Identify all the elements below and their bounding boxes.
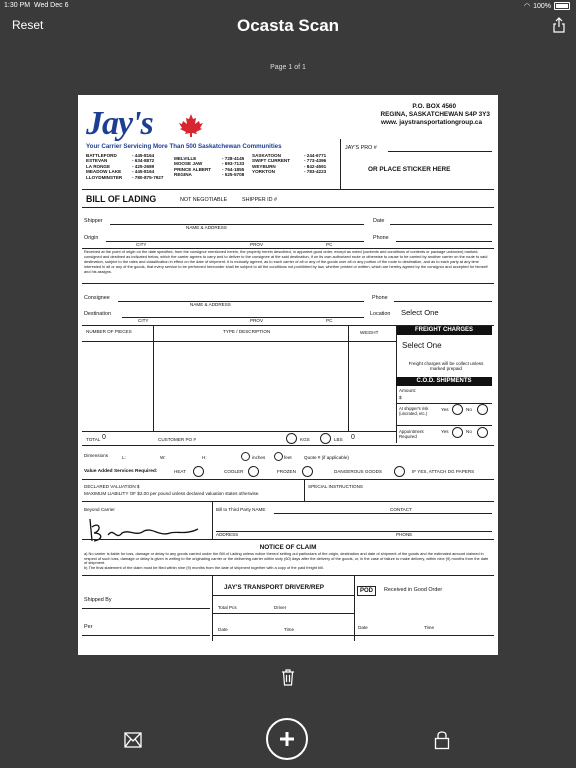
branch-name: MEADOW LAKE — [86, 169, 122, 175]
branch-phone: - 634-8872 — [132, 158, 155, 164]
maple-leaf-icon — [178, 113, 204, 137]
freight-charges-select[interactable]: Select One — [402, 341, 442, 350]
status-bar — [0, 0, 576, 12]
branch-name: PRINCE ALBERT — [174, 166, 212, 172]
branch-phone: - 764-1855 — [222, 166, 245, 172]
app-title: Ocasta Scan — [236, 16, 340, 35]
reset-button[interactable]: Reset — [12, 18, 44, 32]
location-select[interactable]: Select One — [401, 308, 439, 317]
add-scan-button[interactable] — [266, 718, 308, 760]
status-time: 1:30 PM Wed Dec 6 — [4, 2, 69, 9]
heat-checkbox[interactable] — [193, 466, 204, 477]
dangerous-goods-checkbox[interactable] — [394, 466, 405, 477]
bottom-toolbar — [0, 700, 576, 768]
plus-icon — [279, 731, 295, 747]
branch-name: ESTEVAN — [86, 158, 108, 164]
inches-radio[interactable] — [241, 452, 250, 461]
branch-phone: - 445-8164 — [132, 169, 155, 175]
feet-radio[interactable] — [274, 452, 283, 461]
battery-percent: 100% — [533, 2, 551, 10]
lbs-radio[interactable] — [320, 433, 331, 444]
share-icon[interactable] — [552, 17, 566, 33]
battery-icon — [554, 2, 570, 10]
appointment-yes-radio[interactable] — [452, 427, 463, 438]
branch-name: BATTLEFORD — [86, 153, 117, 158]
branch-name: MELVILLE — [174, 156, 197, 161]
branch-phone: - 773-4396 — [304, 158, 327, 164]
branch-name: SASKATOON — [252, 153, 281, 158]
branch-phone: - 693-7133 — [222, 161, 245, 167]
branch-name: LA RONGE — [86, 163, 111, 169]
branch-name: LLOYDMINSTER — [86, 174, 123, 180]
branch-name: WEYBURN — [252, 163, 276, 169]
branch-phone: - 445-8164 — [132, 153, 155, 158]
shipper-risk-yes-radio[interactable] — [452, 404, 463, 415]
branch-phone: - 525-5708 — [222, 172, 245, 178]
wifi-icon: ◠ — [523, 3, 531, 10]
page-indicator: Page 1 of 1 — [270, 64, 306, 71]
branch-phone: - 244-6771 — [304, 153, 327, 158]
branch-phone: - 780-875-7927 — [132, 174, 164, 180]
branch-name: MOOSE JAW — [174, 161, 203, 167]
branch-phone: - 783-4223 — [304, 169, 327, 175]
kgs-radio[interactable] — [286, 433, 297, 444]
logo: Jay's — [86, 105, 206, 139]
cooler-checkbox[interactable] — [248, 466, 259, 477]
branch-phone: - 728-4145 — [222, 156, 245, 161]
trash-icon[interactable] — [280, 668, 296, 686]
frozen-checkbox[interactable] — [302, 466, 313, 477]
branch-name: REGINA — [174, 172, 192, 178]
branch-name: SWIFT CURRENT — [252, 158, 291, 164]
branch-phone: - 842-4591 — [304, 163, 327, 169]
mail-icon[interactable] — [124, 732, 142, 748]
scanned-document: Jay's P.O. BOX 4560 REGINA, SASKATCHEWAN S4P 3Y3 www. jaystransportationgroup.ca Your Carrier Servicing More Than 500 Saskatchewan Communities JAY'S PRO # OR PLACE STICKER HERE BATTLEFORD ESTEVAN LA RONGE MEADOW LAKE LLOYDMINSTER - 445-8164 - 634-8872 - 425-2689 - 445-8164 - 780-875-7927 MELVILLE MOOSE JAW PRINCE ALBERT REGINA - 728-4145 - 693-7133 - 764-1855 - 525-5708 SASKATOON SWIFT CURRENT WEYBURN YORKTON - 244-6771 - 773-4396 - 842-4591 - 783-4223 BILL OF LADING NOT NEGOTIABLE SHIPPER ID # Shipper Date NAME & ADDRESS Origin Phone CITY PROV PC Received at the point of origin on the date specified, from the consignor mentioned herein, the property herein described, in apparent good order, except as noted (contents and conditions of contents or package unknown) marked, consigned and destined as indicated below, which the carrier agrees to carry and to deliver to the consignee at the said destination, if on its own authorized route or otherwise to cause to be carried by another carrier on the route to said destination, subject to the rates and classification in effect on the date of shipment. It is mutually agreed, as to each carrier of all or any of the goods over all or any portion of the route to destination, and as to each party at any time interested in all or any of the goods, that every service to be performed hereunder shall be subject to all the conditions not prohibited by law, whether printed or written, which are hereby agreed by the consignor and accepted for himself and his assigns. Consignee Phone NAME & ADDRESS Destination Location Select One CITY PROV PC NUMBER OF PIECES TYPE / DESCRIPTION WEIGHT FREIGHT CHARGES Select One Freight charges will be collect unless marked prepaid C.O.D. SHIPMENTS Amount: $ At shipper's risk (uncrated, etc.) Yes No Appointment Required Yes No TOTAL 0 CUSTOMER PO # KGS LBS 0 Dimensions L: W: H: inches feet Quote # (if applicable) Value Added Services Required: HEAT COOLER FROZEN DANGEROUS GOODS IF YES, ATTACH DG PAPERS DECLARED VALUATION $ MAXIMUM LIABILITY OF $2.00 per pound unless declared valuation states otherwise. SPECIAL INSTRUCTIONS Beyond Carrier Bill to Third Party NAME CONTACT ADDRESS PHONE NOTICE OF CLAIM a) No carrier is liable for loss, damage or delay to any goods carried under the Bill of Lading unless notice thereof setting out particulars of the origin, destination and date of shipment of the goods and the estimated amount claimed in respect of such loss, damage or delay is given in writing to the originating carrier or the delivering carrier within sixty (60) days after the delivery of the goods, or, in the case of failure to make delivery, within nine (9) months from the date of shipment. b) The final statement of the claim must be filed within nine (9) months from the date of shipment together with a copy of the paid freight bill. Shipped By Per JAY'S TRANSPORT DRIVER/REP Total Pcs Driver Date Time POD Received in Good Order Date Time — [78, 95, 498, 655]
branch-name: YORKTON — [252, 169, 275, 175]
branch-phone: - 425-2689 — [132, 163, 155, 169]
top-bar — [0, 12, 576, 42]
appointment-no-radio[interactable] — [477, 427, 488, 438]
signature — [86, 515, 206, 545]
lock-icon[interactable] — [434, 730, 450, 750]
shipper-risk-no-radio[interactable] — [477, 404, 488, 415]
